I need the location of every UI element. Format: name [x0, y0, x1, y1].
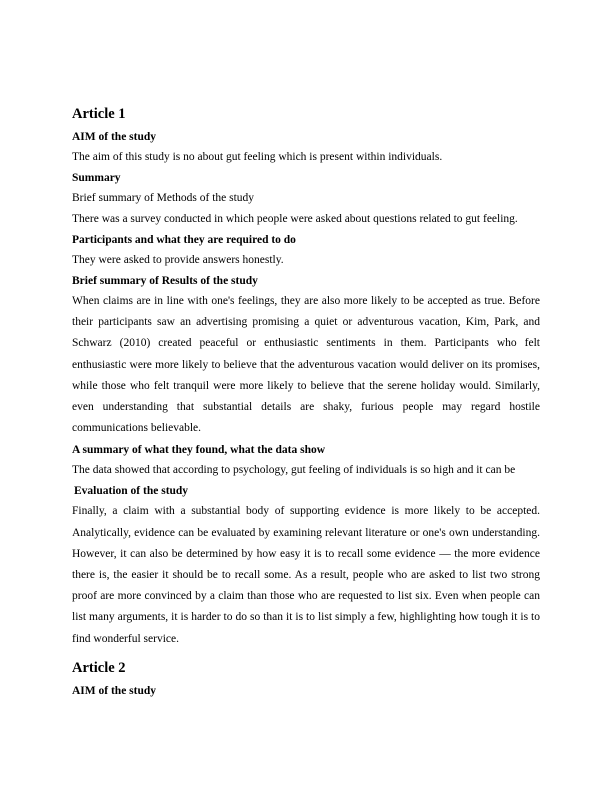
results-heading: Brief summary of Results of the study	[72, 275, 258, 287]
article-2-aim-heading: AIM of the study	[72, 684, 157, 697]
evaluation-text: Finally, a claim with a substantial body of supporting evidence is more likely to be accepted. Analytically, evidence can be evaluated by examining relevant literature or one's own understanding. However, it can also be determined by how easy it is to recall some evidence — the more evidence there is, the easier it should be to recall some. As a result, people who are asked to list two strong proof are more convinced by a claim than those who are requested to list six. Even when people can list many arguments, it is harder to do so than it is to list simply a few, highlighting how tough it is to find wonderful service.	[72, 505, 540, 645]
participants-text: They were asked to provide answers honestly.	[72, 254, 284, 266]
article-1-title: Article 1	[72, 106, 126, 122]
evaluation-heading: Evaluation of the study	[74, 485, 189, 498]
document-page	[72, 104, 540, 701]
found-heading: A summary of what they found, what the data show	[72, 444, 326, 457]
article-2-title: Article 2	[72, 659, 126, 676]
methods-text: There was a survey conducted in which people were asked about questions related to gut feeling.	[72, 213, 518, 225]
results-text: When claims are in line with one's feelings, they are also more likely to be accepted as true. Before their participants saw an advertising promising a quiet or adventurous vacation, Kim, Park, and Schwarz (2010) created peaceful or enthusiastic sentiments in them. Participants who felt enthusiastic were more likely to believe that the adventurous vacation would deliver on its promises, while those who felt tranquil were more likely to believe that the serene holiday would. Similarly, even understanding that substantial details are shaky, furious people may regard hostile communications believable.	[72, 295, 540, 435]
participants-heading: Participants and what they are required to do	[72, 234, 296, 246]
methods-label: Brief summary of Methods of the study	[72, 192, 255, 204]
article-1-aim-text: The aim of this study is no about gut feeling which is present within individuals.	[72, 151, 443, 163]
article-1-aim-heading: AIM of the study	[72, 131, 157, 143]
found-text: The data showed that according to psychology, gut feeling of individuals is so high and it can be	[72, 464, 516, 477]
summary-heading: Summary	[72, 172, 121, 184]
